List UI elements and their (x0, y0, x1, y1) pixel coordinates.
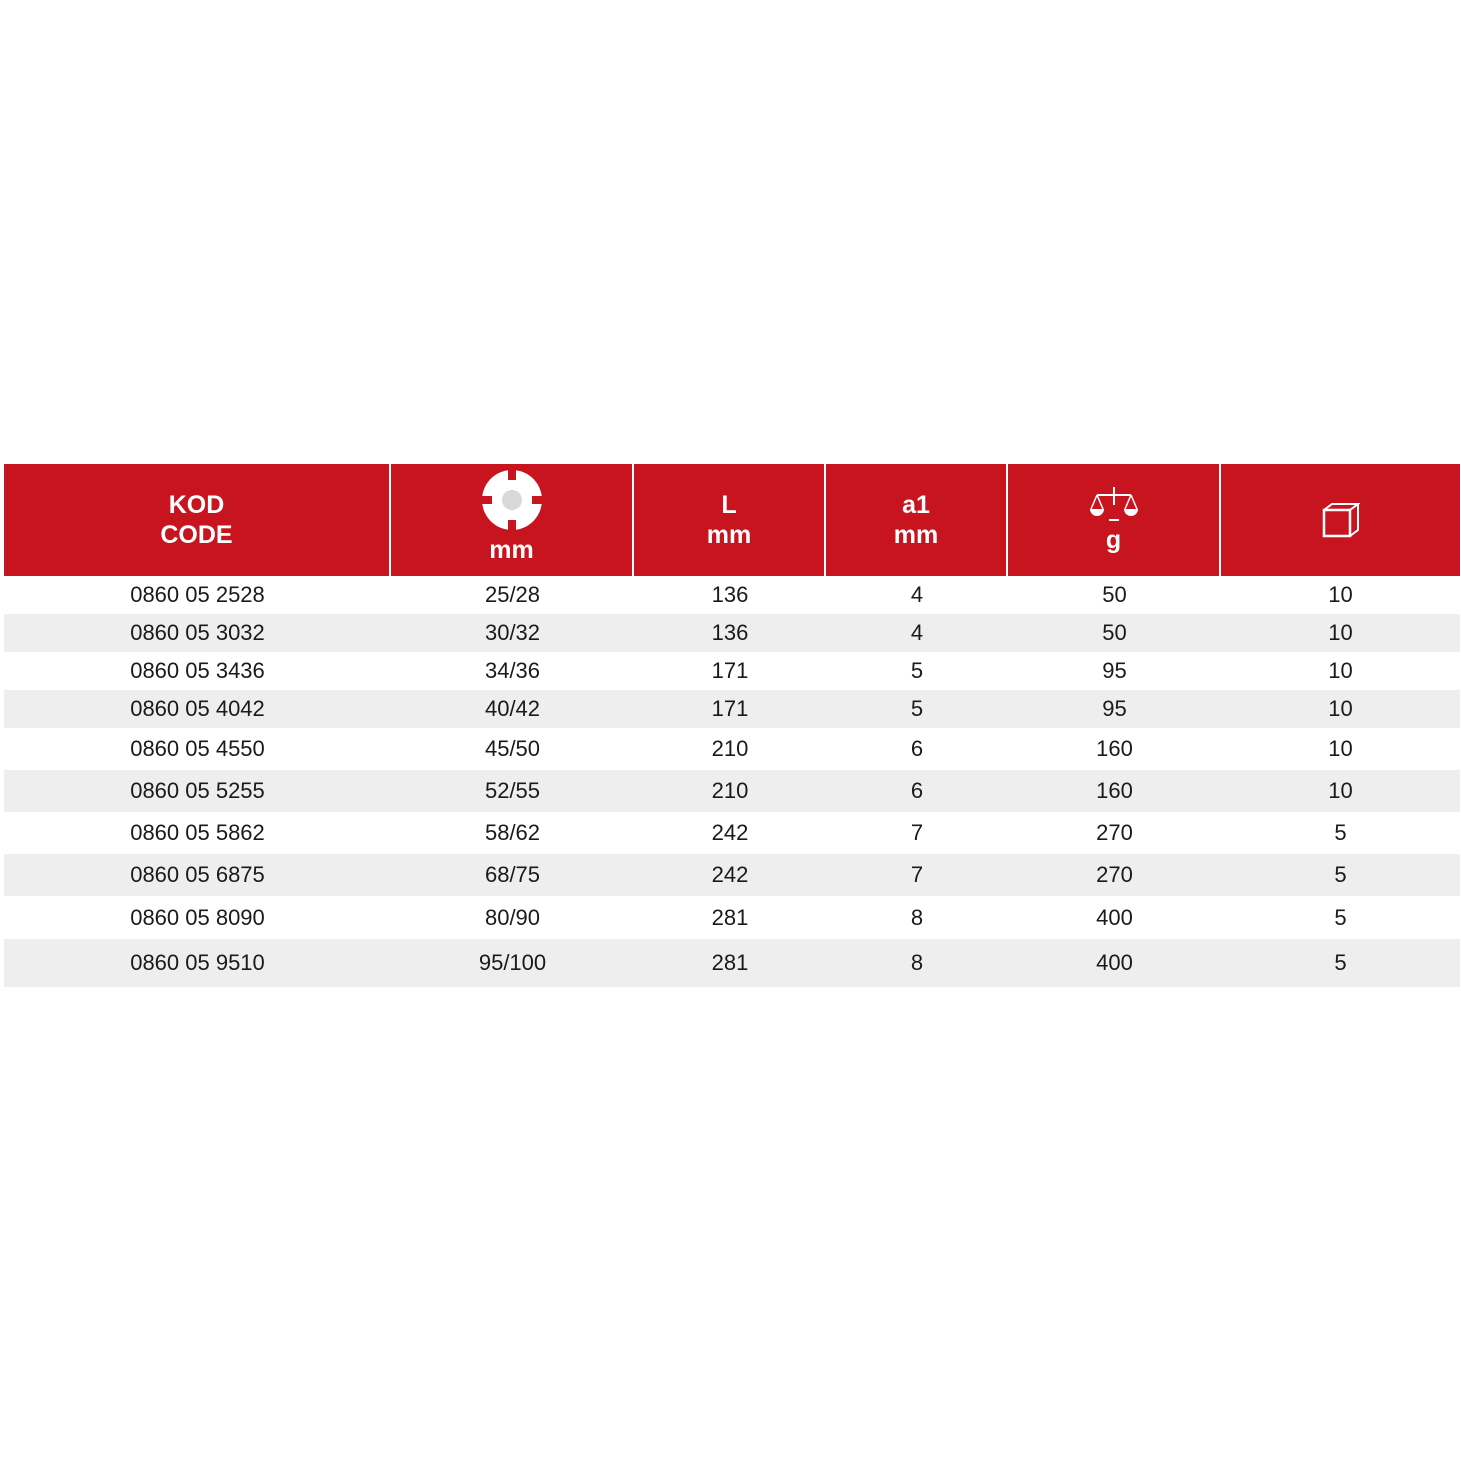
header-code (4, 464, 391, 576)
cell-length: 210 (711, 736, 749, 761)
cell-qty: 10 (1328, 658, 1353, 683)
cell-a1: 5 (910, 658, 924, 683)
header-a1-line1: a1 (902, 491, 930, 519)
header-code-line1: KOD (168, 491, 225, 519)
cell-length: 136 (711, 620, 749, 645)
cell-qty: 10 (1328, 696, 1353, 721)
cell-weight: 400 (1096, 950, 1133, 975)
cell-size: 52/55 (484, 778, 541, 803)
cell-a1: 4 (910, 582, 924, 607)
table-row (4, 614, 1460, 652)
cell-weight: 50 (1102, 582, 1127, 607)
header-code-line2: CODE (160, 521, 233, 549)
cell-length: 242 (711, 862, 749, 887)
header-weight (1008, 464, 1221, 576)
cell-a1: 6 (910, 778, 924, 803)
cell-size: 80/90 (484, 904, 541, 930)
cell-a1: 7 (910, 862, 924, 887)
header-length (634, 464, 826, 576)
cell-size: 30/32 (484, 620, 541, 645)
cell-length: 136 (711, 582, 749, 607)
cell-code: 0860 05 8090 (130, 904, 265, 930)
header-package (1221, 464, 1460, 576)
cell-weight: 50 (1102, 620, 1127, 645)
table-row (4, 576, 1460, 614)
table-row (4, 939, 1460, 987)
cell-qty: 5 (1334, 862, 1347, 887)
cell-weight: 160 (1096, 736, 1133, 761)
table-row (4, 896, 1460, 939)
cell-size: 40/42 (484, 696, 541, 721)
cell-weight: 270 (1096, 862, 1133, 887)
cell-qty: 5 (1334, 820, 1347, 845)
header-diameter (391, 464, 634, 576)
cell-code: 0860 05 9510 (130, 950, 265, 975)
cell-code: 0860 05 4550 (130, 736, 265, 761)
cell-size: 25/28 (484, 582, 541, 607)
header-length-line2: mm (706, 521, 752, 549)
cell-qty: 10 (1328, 736, 1353, 761)
slotted-nut-icon (481, 469, 543, 531)
cell-a1: 8 (910, 904, 924, 930)
cell-weight: 95 (1102, 696, 1127, 721)
cell-qty: 10 (1328, 582, 1353, 607)
spec-table (4, 464, 1460, 987)
cell-a1: 6 (910, 736, 924, 761)
table-row (4, 652, 1460, 690)
cell-length: 242 (711, 820, 749, 845)
table-row (4, 728, 1460, 770)
table-row (4, 812, 1460, 854)
box-icon (1322, 502, 1360, 538)
cell-weight: 270 (1096, 820, 1133, 845)
cell-length: 281 (711, 950, 749, 975)
header-a1 (826, 464, 1008, 576)
cell-weight: 400 (1096, 904, 1133, 930)
cell-code: 0860 05 2528 (130, 582, 265, 607)
cell-code: 0860 05 5255 (130, 778, 265, 803)
scale-icon (1089, 485, 1139, 525)
table-row (4, 854, 1460, 896)
table-header (4, 464, 1460, 576)
cell-a1: 5 (910, 696, 924, 721)
cell-code: 0860 05 4042 (130, 696, 265, 721)
header-a1-line2: mm (893, 521, 939, 549)
cell-qty: 10 (1328, 620, 1353, 645)
table-row (4, 770, 1460, 812)
cell-qty: 10 (1328, 778, 1353, 803)
cell-size: 95/100 (478, 950, 547, 975)
cell-code: 0860 05 5862 (130, 820, 265, 845)
cell-code: 0860 05 3436 (130, 658, 265, 683)
cell-length: 171 (711, 696, 749, 721)
cell-weight: 95 (1102, 658, 1127, 683)
cell-qty: 5 (1334, 904, 1347, 930)
cell-length: 281 (711, 904, 749, 930)
table-row (4, 690, 1460, 728)
cell-size: 68/75 (484, 862, 541, 887)
cell-size: 34/36 (484, 658, 541, 683)
cell-a1: 8 (910, 950, 924, 975)
cell-length: 210 (711, 778, 749, 803)
header-length-line1: L (721, 491, 737, 519)
cell-size: 58/62 (484, 820, 541, 845)
cell-qty: 5 (1334, 950, 1347, 975)
cell-size: 45/50 (484, 736, 541, 761)
header-diameter-unit: mm (489, 536, 534, 564)
cell-code: 0860 05 6875 (130, 862, 265, 887)
cell-a1: 4 (910, 620, 924, 645)
cell-a1: 7 (910, 820, 924, 845)
cell-length: 171 (711, 658, 749, 683)
header-weight-unit: g (1105, 526, 1122, 554)
cell-code: 0860 05 3032 (130, 620, 265, 645)
cell-weight: 160 (1096, 778, 1133, 803)
